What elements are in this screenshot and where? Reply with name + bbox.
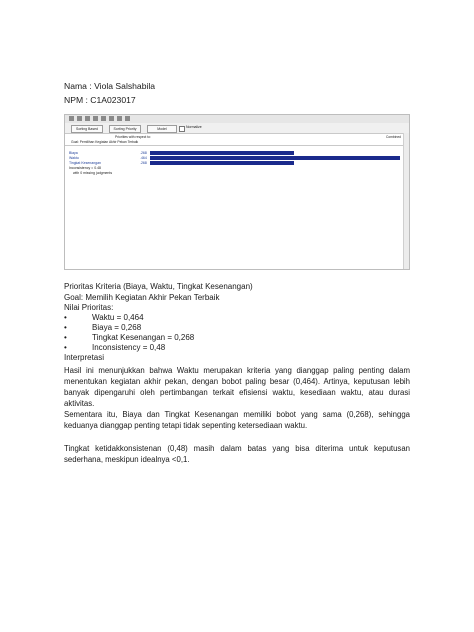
row-value-biaya: .268 (140, 151, 147, 155)
paragraph-1: Hasil ini menunjukkan bahwa Waktu merupakan kriteria yang dianggap paling penting dalam menentukan kegiatan akhir pekan, dengan bobot paling besar (0,464). Artinya, keputusan lebih banyak dipengaruhi oleh pertimbangan terkait efisiensi waktu, kesediaan waktu, atau durasi aktivitas. (64, 366, 410, 408)
screenshot-divider (65, 145, 409, 146)
combined-label: Combined (385, 135, 401, 139)
paragraph-2: Sementara itu, Biaya dan Tingkat Kesenangan memiliki bobot yang sama (0,268), sehingga keduanya dianggap penting tetapi tidak sepenting ketersediaan waktu. (64, 410, 410, 430)
sorting-priority-button[interactable]: Sorting Priority (109, 125, 141, 133)
student-npm: NPM : C1A023017 (64, 95, 136, 105)
interpretasi-heading: Interpretasi (64, 353, 105, 362)
bullet-symbol: • (64, 343, 67, 352)
screenshot-goal: Goal: Pemilihan Kegiatan Akhir Pekan Terbaik (71, 140, 139, 144)
priority-bar-waktu (150, 156, 400, 160)
criteria-title: Prioritas Kriteria (Biaya, Waktu, Tingkat Kesenangan) (64, 282, 253, 291)
document-page: Nama : Viola Salshabila NPM : C1A023017 Sorting Based Sorting Priority Model Normalize Priorities with respect to: Combined Goal: Pemilihan Kegiatan Akhir Pekan Terbaik Biaya .268 Waktu .464 Tingkat Kesenangan .268 Inconsistency = 0.48 with 0 missing judgments Prioritas Kriteria (Biaya, Waktu, Tingkat Kesenangan) Goal: Memilih Kegiatan Akhir Pekan Terbaik Nilai Prioritas: • Waktu = 0,464 • Biaya = 0,268 • Tingkat Kesenangan = 0,268 • Inconsistency = 0,48 Interpretasi Hasil ini menunjukkan bahwa Waktu merupakan kriteria yang dianggap paling penting dalam menentukan kegiatan akhir pekan, dengan bobot paling besar (0,464). Artinya, keputusan lebih banyak dipengaruhi oleh pertimbangan terkait efisiensi waktu, kesediaan waktu, atau durasi aktivitas. Sementara itu, Biaya dan Tingkat Kesenangan memiliki bobot yang sama (0,268), sehingga keduanya dianggap penting tetapi tidak sepenting ketersediaan waktu. Tingkat ketidakkonsistenan (0,48) masih dalam batas yang bisa diterima untuk keputusan sederhana, meskipun idealnya <0,1. (64, 81, 410, 464)
row-value-waktu: .464 (140, 156, 147, 160)
sorting-based-button[interactable]: Sorting Based (71, 125, 103, 133)
row-label-waktu: Waktu (69, 156, 79, 160)
row-label-biaya: Biaya (69, 151, 78, 155)
goal-text: Goal: Memilih Kegiatan Akhir Pekan Terbaik (64, 293, 220, 302)
inconsistency-text: Inconsistency = 0.48 (69, 166, 102, 170)
model-button[interactable]: Model (147, 125, 177, 133)
normalize-label: Normalize (186, 125, 202, 129)
student-name: Nama : Viola Salshabila (64, 81, 156, 91)
missing-judgments-text: with 0 missing judgments (73, 171, 113, 175)
bullet-symbol: • (64, 313, 67, 322)
priorities-heading: Priorities with respect to: (115, 135, 151, 139)
row-value-tingkat-kesenangan: .268 (140, 161, 147, 165)
bullet-symbol: • (64, 333, 67, 342)
paragraph-3: Tingkat ketidakkonsistenan (0,48) masih dalam batas yang bisa diterima untuk keputusan sederhana, meskipun idealnya <0,1. (64, 444, 410, 464)
priority-bar-tingkat-kesenangan (150, 161, 294, 165)
normalize-checkbox[interactable] (179, 126, 185, 132)
row-label-tingkat-kesenangan: Tingkat Kesenangan (69, 161, 101, 165)
screenshot-scrollbar[interactable] (403, 133, 409, 269)
screenshot-button-bar (65, 123, 409, 134)
priority-screenshot (64, 114, 410, 270)
nilai-heading: Nilai Prioritas: (64, 303, 114, 312)
bullet-symbol: • (64, 323, 67, 332)
priority-bar-biaya (150, 151, 294, 155)
